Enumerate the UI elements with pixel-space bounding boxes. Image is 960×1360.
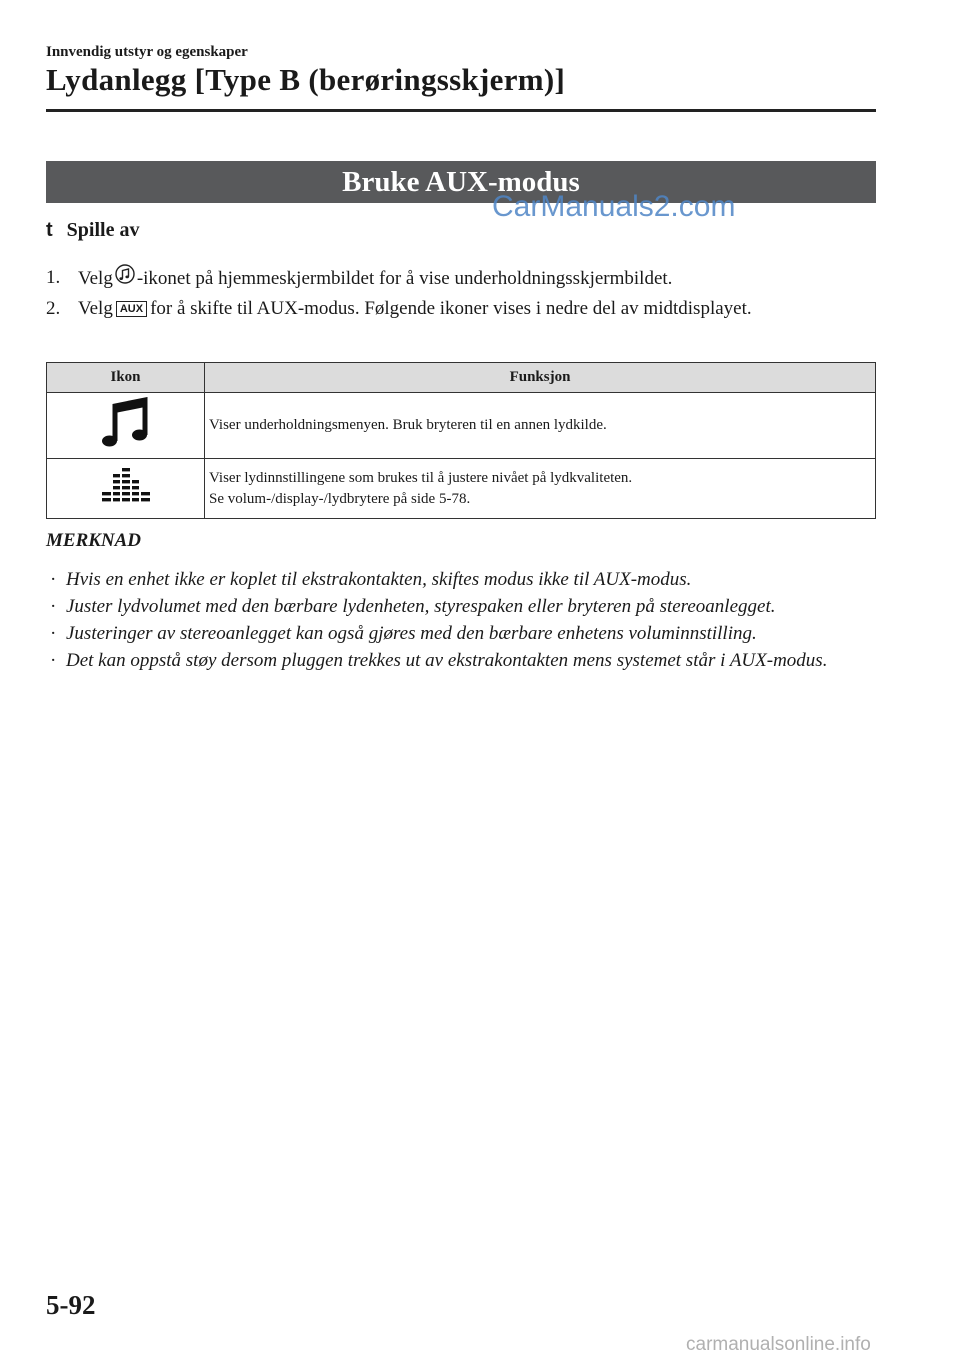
- title-rule: [46, 109, 876, 112]
- watermark: CarManuals2.com: [492, 190, 736, 223]
- section-title: Bruke AUX-modus: [342, 166, 580, 198]
- section-marker: t: [46, 219, 53, 241]
- step-text: Velg -ikonet på hjemmeskjermbildet for å vise underholdningsskjermbildet.: [78, 264, 876, 295]
- list-item: · Hvis en enhet ikke er koplet til ekstrakontakten, skiftes modus ikke til AUX-modus.: [50, 566, 876, 593]
- list-item: · Det kan oppstå støy dersom pluggen trekkes ut av ekstrakontakten mens systemet står i AUX-modus.: [50, 647, 876, 674]
- equalizer-icon: [98, 494, 154, 510]
- list-item: · Juster lydvolumet med den bærbare lydenheten, styrespaken eller bryteren på stereoanlegget.: [50, 593, 876, 620]
- bullet: ·: [50, 650, 57, 671]
- icon-cell: [47, 459, 205, 519]
- function-cell: Viser underholdningsmenyen. Bruk bryteren til en annen lydkilde.: [205, 393, 876, 459]
- bullet: ·: [50, 596, 57, 617]
- header-icon: Ikon: [47, 363, 205, 393]
- icon-cell: [47, 393, 205, 459]
- steps-list: [46, 264, 876, 323]
- note-list: [50, 566, 876, 674]
- function-cell: Viser lydinnstillingene som brukes til å justere nivået på lydkvaliteten. Se volum-/display-/lydbrytere på side 5-78.: [205, 459, 876, 519]
- icon-table: [46, 362, 876, 519]
- aux-badge-icon: AUX: [116, 301, 147, 317]
- page-title: Lydanlegg [Type B (berøringsskjerm)]: [46, 62, 566, 97]
- footer-watermark: carmanualsonline.info: [686, 1334, 871, 1355]
- table-row: [47, 459, 876, 519]
- breadcrumb: Innvendig utstyr og egenskaper: [46, 44, 248, 60]
- step-item: [46, 295, 876, 323]
- note-heading: MERKNAD: [46, 530, 142, 551]
- step-number: 1.: [46, 267, 61, 288]
- table-row: [47, 393, 876, 459]
- table-header-row: [47, 363, 876, 393]
- step-item: [46, 264, 876, 295]
- music-note-icon: [101, 437, 151, 453]
- section-banner: [46, 161, 876, 203]
- step-text: Velg AUX for å skifte til AUX-modus. Følgende ikoner vises i nedre del av midtdisplayet.: [78, 298, 752, 319]
- header-function: Funksjon: [205, 363, 876, 393]
- bullet: ·: [50, 569, 57, 590]
- bullet: ·: [50, 623, 57, 644]
- step-number: 2.: [46, 298, 61, 319]
- sub-heading-title: Spille av: [66, 219, 140, 241]
- page-number: 5-92: [46, 1290, 96, 1320]
- sub-heading: [46, 219, 139, 242]
- music-note-icon: [115, 264, 135, 295]
- list-item: · Justeringer av stereoanlegget kan også gjøres med den bærbare enhetens voluminnstilling.: [50, 620, 876, 647]
